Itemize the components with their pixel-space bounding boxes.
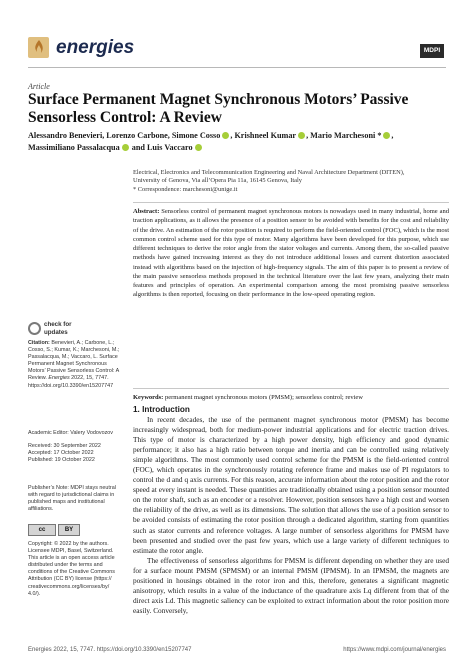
abstract-label: Abstract: (133, 208, 160, 215)
abstract (133, 207, 449, 300)
article-type: Article (28, 82, 50, 91)
paragraph: In recent decades, the use of the permanent magnet synchronous motor (PMSM) has become increasingly widespread, both for medium-power industrial applications and for electric traction drives. This type of motor is characterized by a high power density, high efficiency and good dynamic performance; it also has a high ratio between torque and inertia and can be controlled using relatively simple algorithms. The most commonly used control scheme for the PMSM is the field-oriented control (FOC), which operates in the synchronously rotating reference frame and makes use of PI regulators to control the d and q axis currents. For this reason, accurate information about the rotor position and the rotor speed at every instant is needed. These quantities are traditionally obtained using a position sensor mounted on the rotor shaft, such as an encoder or a resolver. However, position sensors have a high cost and worsen the reliability of the drive, as well as its dimensions. The solution that allows the use of a position sensor to be avoided consists of estimating the rotor position through a dedicated algorithm, starting from quantities such as stator currents and reference voltages. A large number of sensorless algorithms for PMSM have been presented and studied over the past few years, which use a large variety of different techniques to estimate the rotor angle. (133, 415, 449, 555)
citation-label: Citation: (28, 340, 50, 346)
journal-logo (28, 37, 49, 58)
check-updates-link[interactable] (44, 321, 72, 336)
affiliation-line: University of Genova, Via all’Opera Pia 11a, 16145 Genova, Italy (133, 177, 302, 185)
authors-text: Massimiliano Passalacqua (28, 143, 120, 152)
authors-text: Alessandro Benevieri, Lorenzo Carbone, Simone Cosso (28, 131, 221, 140)
paper-title: Surface Permanent Magnet Synchronous Motors’ Passive Sensorless Control: A Review (28, 91, 409, 126)
check-updates-text: check for (44, 321, 72, 328)
authors-text: and Luis Vaccaro (129, 143, 193, 152)
received-date: Received: 30 September 2022 (28, 443, 101, 449)
keywords (133, 393, 449, 402)
citation (28, 340, 122, 390)
divider (133, 388, 449, 389)
authors-text: , Mario Marchesoni * (306, 131, 382, 140)
publisher-logo: MDPI (420, 44, 444, 58)
by-license-icon[interactable]: BY (58, 524, 80, 536)
published-date: Published: 19 October 2022 (28, 457, 95, 464)
abstract-text: Sensorless control of permanent magnet synchronous motors is nowadays used in many industrial, home and traction applications, as it allows the presence of a position sensor to be avoided with benefits for the cost and reliability of the drive. An estimation of the rotor position is required to perform the field-oriented control (FOC), which is the most common control scheme used for this type of motor. Many algorithms have been developed for this purpose, which use different techniques to derive the rotor angle from the stator voltages and currents. Among them, the so-called passive methods have gained increasing interest as they do not introduce additional losses and current distortion associated instead with algorithms based on the injection of high-frequency signals. The aim of this paper is to present a review of the main passive sensorless methods proposed in the technical literature over the last few years, analyzing their main features and principles of operation. An experimental comparison among the most promising passive sensorless algorithms is then reported, focusing on their performance in the low-speed operating region. (133, 208, 449, 299)
cc-license-icon[interactable]: cc (28, 524, 56, 536)
paragraph: The effectiveness of sensorless algorithms for PMSM is different depending on whether they are used for a surface mount PMSM (SPMSM) or an internal PMSM (IPMSM). In an IPMSM, the magnets are positioned in housings obtained in the rotor iron and this, therefore, generates a significant magnetic anisotropy, which results in a value of the inductance of the quadrature axis Lq different from that of the direct axis Ld. This magnetic saliency can be exploited to extract information about the rotor position more easily. Conversely, (133, 555, 449, 615)
divider (133, 202, 449, 203)
header-rule (28, 67, 446, 68)
accepted-date: Accepted: 17 October 2022 (28, 450, 94, 457)
academic-editor: Academic Editor: Valery Vodovozov (28, 430, 113, 436)
author-list: Alessandro Benevieri, Lorenzo Carbone, Simone Cosso , Krishneel Kumar , Mario Marchesoni * , Massimiliano Passalacqua and Luis Vaccaro (28, 131, 394, 152)
citation-text: Benevieri, A.; Carbone, L.; Cosso, S.; Kumar, K.; Marchesoni, M.; Passalacqua, M.; Vaccaro, L. Surface Permanent Magnet Synchronous Motors’ Passive Sensorless Control: A Review. (28, 340, 120, 382)
footer-citation: Energies 2022, 15, 7747. https://doi.org/10.3390/en15207747 (28, 647, 192, 653)
affiliation (133, 169, 443, 194)
check-updates-icon[interactable] (28, 322, 41, 335)
journal-name: energies (56, 37, 135, 58)
orcid-icon[interactable] (222, 132, 229, 139)
orcid-icon[interactable] (383, 132, 390, 139)
orcid-icon[interactable] (298, 132, 305, 139)
footer-url[interactable]: https://www.mdpi.com/journal/energies (343, 647, 446, 653)
page-footer (28, 647, 446, 653)
section-heading: 1. Introduction (133, 405, 190, 414)
copyright-notice: Copyright: © 2022 by the authors. Licensee MDPI, Basel, Switzerland. This article is an open access article distributed under the terms and conditions of the Creative Commons Attribution (CC BY) license (https:// creativecommons.org/licenses/by/ 4.0/). (28, 541, 115, 597)
citation-journal: Energies (48, 375, 70, 382)
orcid-icon[interactable] (195, 144, 202, 151)
flame-icon (28, 37, 49, 58)
authors-text: , Krishneel Kumar (230, 131, 297, 140)
body-text (133, 415, 449, 616)
correspondence: * Correspondence: marchesoni@unige.it (133, 185, 238, 193)
orcid-icon[interactable] (122, 144, 129, 151)
citation-ref[interactable]: 2022, 15, 7747. https://doi.org/10.3390/en15207747 (28, 375, 114, 389)
affiliation-line: Electrical, Electronics and Telecommunication Engineering and Naval Architecture Department (DITEN), (133, 169, 405, 176)
keywords-text: permanent magnet synchronous motors (PMSM); sensorless control; review (163, 394, 364, 401)
dates (28, 443, 122, 464)
check-updates-text: updates (44, 328, 68, 336)
keywords-label: Keywords: (133, 394, 164, 401)
publisher-note: Publisher’s Note: MDPI stays neutral with regard to jurisdictional claims in published maps and institutional affiliations. (28, 485, 116, 513)
